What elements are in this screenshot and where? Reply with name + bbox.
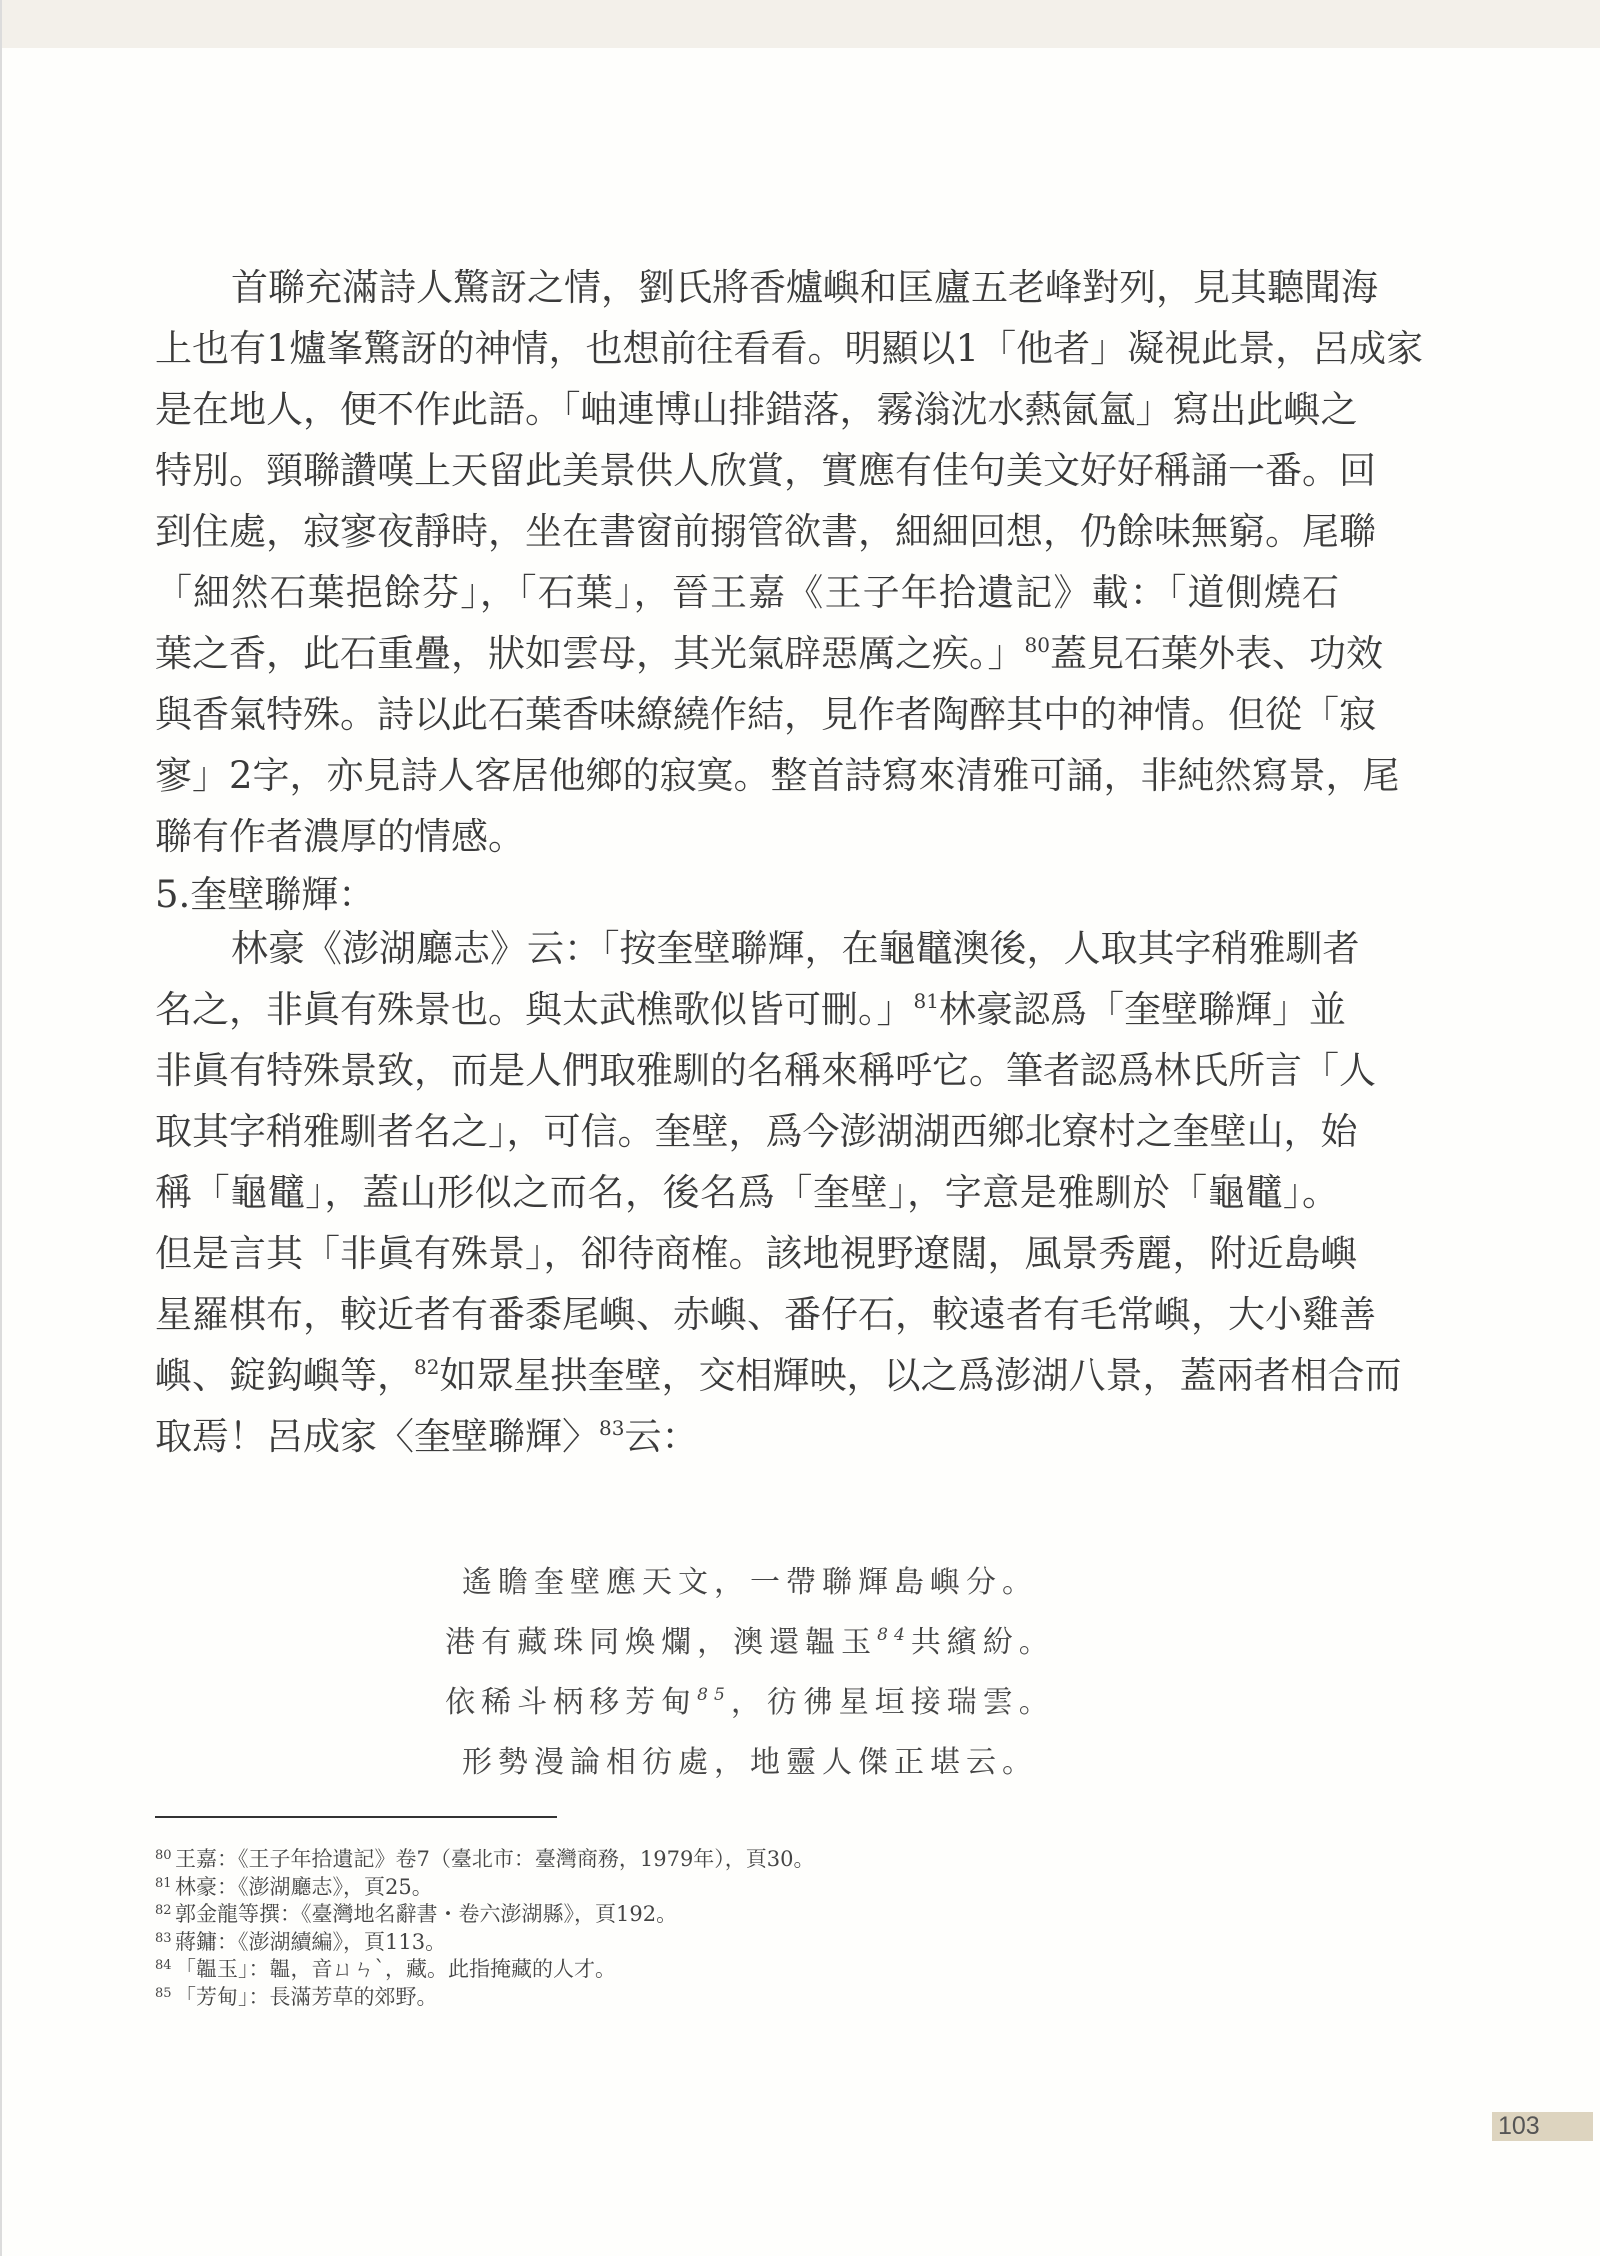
footnote-text: 「芳甸」：長滿芳草的郊野。 bbox=[175, 1984, 438, 2009]
footnote-text: 郭金龍等撰：《臺灣地名辭書・卷六澎湖縣》，頁192。 bbox=[175, 1902, 678, 1926]
section-heading: 5.奎壁聯輝： bbox=[155, 873, 376, 916]
text-line bbox=[155, 979, 1346, 1040]
footnote-ref: 85 bbox=[697, 1685, 731, 1705]
text-segment: 名之，非眞有殊景也。與太武樵歌似皆可刪。」 bbox=[155, 988, 914, 1031]
poem-line bbox=[440, 1613, 1060, 1673]
paragraph-2 bbox=[155, 918, 1402, 1467]
text-line bbox=[155, 1345, 1402, 1406]
footnote-text: 「韞玉」：韞，音ㄩㄣˋ，藏。此指掩藏的人才。 bbox=[175, 1957, 616, 1981]
text-line: 特別。頸聯讚嘆上天留此美景供人欣賞，實應有佳句美文好好稱誦一番。回 bbox=[155, 449, 1376, 492]
text-segment: 依稀斗柄移芳甸 bbox=[445, 1685, 698, 1720]
text-line: 「細然石葉挹餘芬」，「石葉」，晉王嘉《王子年拾遺記》載：「道側燒石 bbox=[155, 571, 1339, 614]
text-line: 星羅棋布，較近者有番黍尾嶼、赤嶼、番仔石，較遠者有毛常嶼，大小雞善 bbox=[155, 1293, 1376, 1336]
text-line: 與香氣特殊。詩以此石葉香味繚繞作結，見作者陶醉其中的神情。但從「寂 bbox=[155, 693, 1376, 736]
text-segment: 葉之香，此石重疊，狀如雲母，其光氣辟惡厲之疾。」 bbox=[155, 632, 1025, 675]
poem-line: 形勢漫論相彷處，地靈人傑正堪云。 bbox=[462, 1745, 1038, 1780]
poem-line bbox=[440, 1673, 1060, 1733]
text-line: 是在地人，便不作此語。「岫連博山排錯落，霧滃沈水爇氤氳」寫出此嶼之 bbox=[155, 388, 1358, 431]
text-line: 首聯充滿詩人驚訝之情，劉氏將香爐嶼和匡廬五老峰對列，見其聽聞海 bbox=[231, 266, 1378, 309]
text-segment: 蓋見石葉外表、功效 bbox=[1049, 632, 1383, 675]
text-line: 到住處，寂寥夜靜時，坐在書窗前搦管欲書，細細回想，仍餘味無窮。尾聯 bbox=[155, 510, 1376, 553]
page-edge bbox=[0, 0, 2, 2256]
footnote: 85 「芳甸」：長滿芳草的郊野。 bbox=[155, 1984, 438, 2009]
text-segment: 共繽紛。 bbox=[910, 1625, 1055, 1660]
text-segment: 如眾星拱奎壁，交相輝映，以之爲澎湖八景，蓋兩者相合而 bbox=[439, 1354, 1402, 1397]
text-line: 上也有1爐峯驚訝的神情，也想前往看看。明顯以1「他者」凝視此景，呂成家 bbox=[155, 327, 1424, 370]
footnote-ref: 81 bbox=[913, 989, 939, 1013]
poem-block bbox=[440, 1553, 1060, 1793]
text-line: 稱「龜鼊」，蓋山形似之而名，後名爲「奎壁」，字意是雅馴於「龜鼊」。 bbox=[155, 1171, 1339, 1214]
footnote-ref: 83 bbox=[599, 1416, 625, 1440]
footnote: 81 林豪：《澎湖廳志》，頁25。 bbox=[155, 1874, 433, 1899]
text-line: 聯有作者濃厚的情感。 bbox=[155, 815, 525, 858]
text-line: 林豪《澎湖廳志》云：「按奎壁聯輝，在龜鼊澳後，人取其字稍雅馴者 bbox=[231, 927, 1360, 970]
footnote: 84 「韞玉」：韞，音ㄩㄣˋ，藏。此指掩藏的人才。 bbox=[155, 1957, 616, 1981]
text-line bbox=[155, 623, 1383, 684]
text-line bbox=[155, 1406, 1339, 1467]
text-segment: 嶼、錠鈎嶼等， bbox=[155, 1354, 414, 1397]
text-line: 非眞有特殊景致，而是人們取雅馴的名稱來稱呼它。筆者認爲林氏所言「人 bbox=[155, 1049, 1376, 1092]
text-segment: ，彷彿星垣接瑞雲。 bbox=[730, 1685, 1055, 1720]
footnote-ref: 84 bbox=[877, 1625, 911, 1645]
text-line: 寥」2字，亦見詩人客居他鄉的寂寞。整首詩寫來清雅可誦，非純然寫景，尾 bbox=[155, 754, 1400, 797]
footnote-text: 林豪：《澎湖廳志》，頁25。 bbox=[175, 1874, 433, 1899]
footnote: 83 蔣鏞：《澎湖續編》，頁113。 bbox=[155, 1929, 447, 1954]
text-segment: 云： bbox=[624, 1415, 699, 1458]
page-number: 103 bbox=[1492, 2112, 1593, 2141]
footnote-text: 王嘉：《王子年拾遺記》卷7（臺北市：臺灣商務，1979年），頁30。 bbox=[175, 1847, 815, 1871]
text-line: 但是言其「非眞有殊景」，卻待商榷。該地視野遼闊，風景秀麗，附近島嶼 bbox=[155, 1232, 1358, 1275]
footnote-ref: 80 bbox=[1024, 633, 1050, 657]
footnote-divider bbox=[155, 1816, 557, 1818]
footnote-text: 蔣鏞：《澎湖續編》，頁113。 bbox=[175, 1929, 447, 1954]
footnotes bbox=[155, 1846, 1055, 2011]
text-segment: 取焉！呂成家〈奎壁聯輝〉 bbox=[155, 1415, 599, 1458]
paragraph-1 bbox=[155, 257, 1424, 867]
text-segment: 林豪認爲「奎壁聯輝」並 bbox=[938, 988, 1346, 1031]
text-segment: 港有藏珠同煥爛，澳還韞玉 bbox=[445, 1625, 878, 1660]
poem-line: 遙瞻奎壁應天文，一帶聯輝島嶼分。 bbox=[462, 1565, 1038, 1600]
footnote-ref: 82 bbox=[414, 1355, 440, 1379]
footnote: 80 王嘉：《王子年拾遺記》卷7（臺北市：臺灣商務，1979年），頁30。 bbox=[155, 1847, 815, 1871]
footnote: 82 郭金龍等撰：《臺灣地名辭書・卷六澎湖縣》，頁192。 bbox=[155, 1902, 678, 1926]
scan-top-band bbox=[0, 0, 1600, 48]
text-line: 取其字稍雅馴者名之」，可信。奎壁，爲今澎湖湖西鄉北寮村之奎壁山，始 bbox=[155, 1110, 1358, 1153]
